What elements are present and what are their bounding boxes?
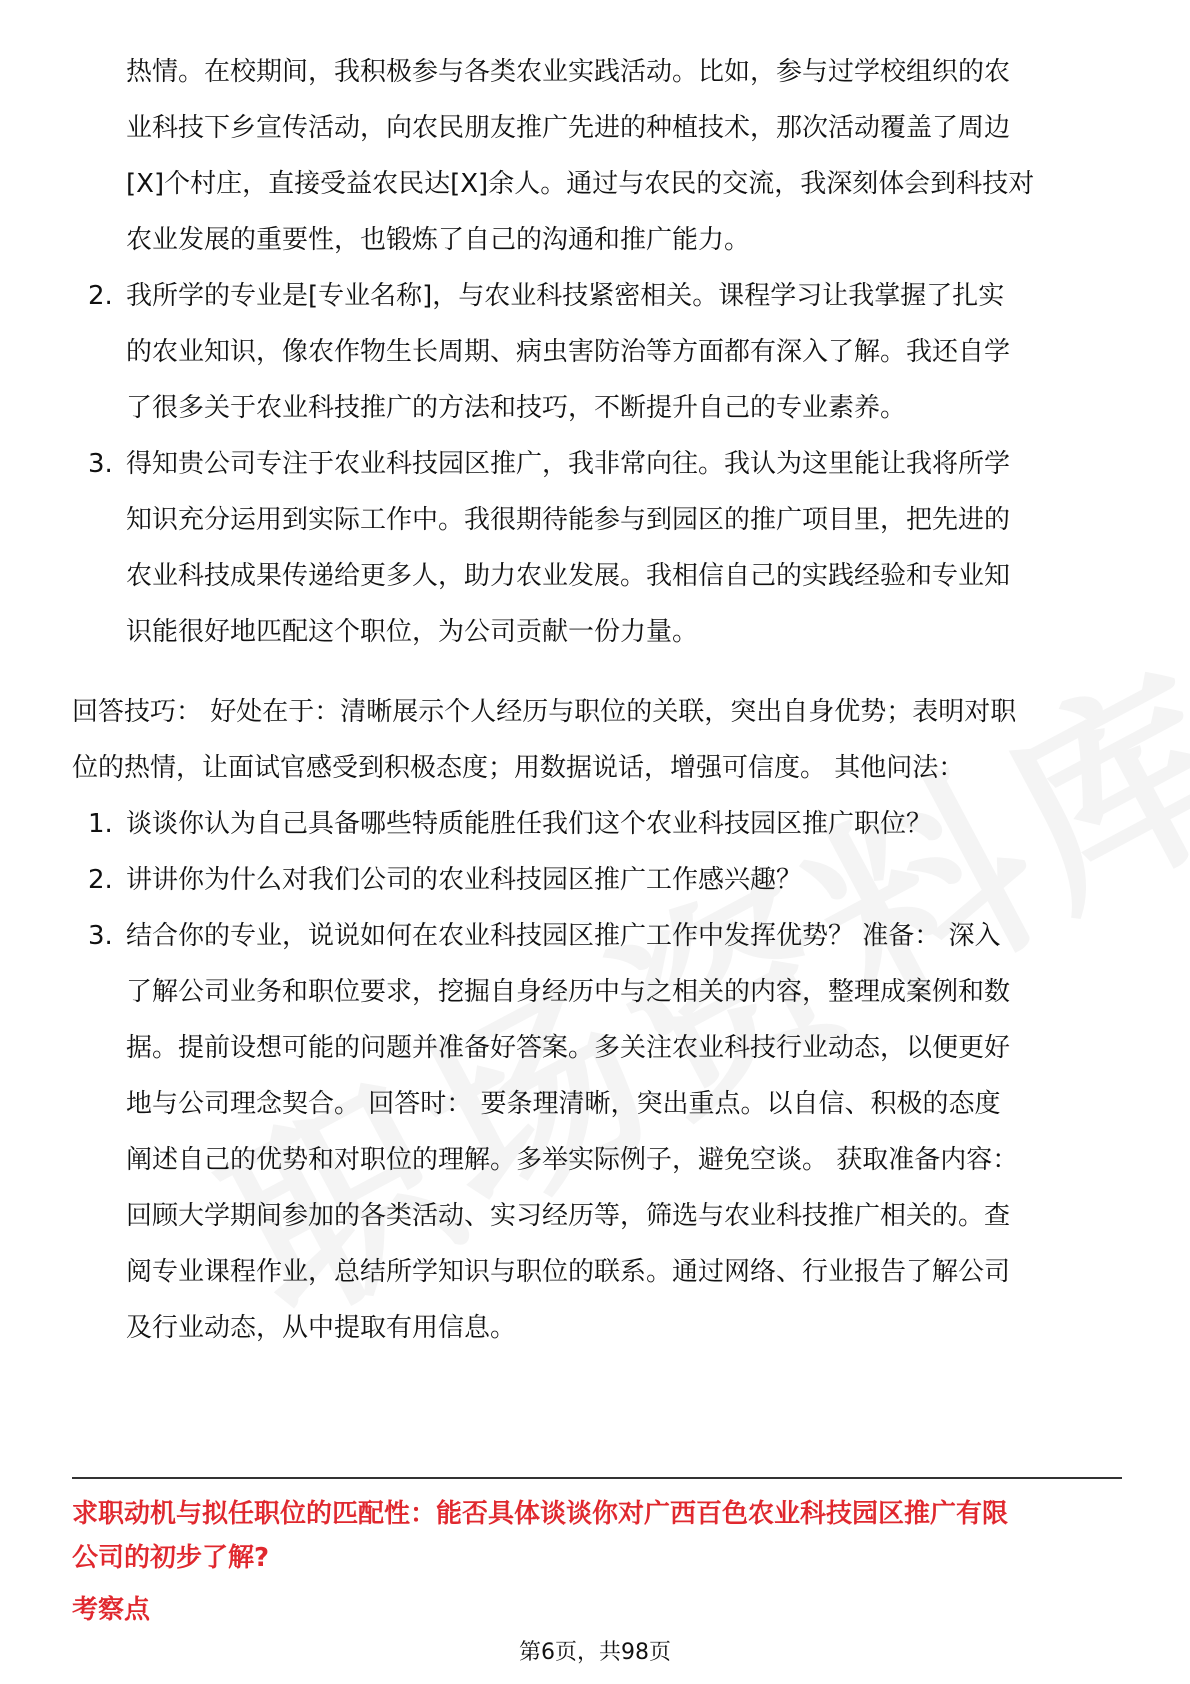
other-questions-list	[72, 796, 1122, 1356]
list-item	[72, 908, 1122, 1356]
paragraph-line: 知识充分运用到实际工作中。我很期待能参与到园区的推广项目里，把先进的	[126, 505, 1011, 535]
page-number-footer: 第6页，共98页	[519, 1640, 671, 1665]
paragraph-line: 位的热情，让面试官感受到积极态度；用数据说话，增强可信度。 其他问法：	[72, 753, 965, 783]
paragraph-line: [X]个村庄，直接受益农民达[X]余人。通过与农民的交流，我深刻体会到科技对	[126, 169, 1035, 199]
paragraph-line: 地与公司理念契合。 回答时： 要条理清晰，突出重点。以自信、积极的态度	[126, 1089, 1001, 1119]
paragraph-line: 得知贵公司专注于农业科技园区推广，我非常向往。我认为这里能让我将所学	[126, 449, 1011, 479]
heading-line: 求职动机与拟任职位的匹配性：能否具体谈谈你对广西百色农业科技园区推广有限	[72, 1499, 1009, 1529]
paragraph-line: 我所学的专业是[专业名称]，与农业科技紧密相关。课程学习让我掌握了扎实	[126, 281, 1005, 311]
answer-tips	[72, 684, 1122, 796]
paragraph-line: 回顾大学期间参加的各类活动、实习经历等，筛选与农业科技推广相关的。查	[126, 1201, 1011, 1231]
intro-paragraph	[72, 44, 1122, 268]
paragraph-line: 结合你的专业，说说如何在农业科技园区推广工作中发挥优势？ 准备： 深入	[126, 921, 1001, 951]
paragraph-line: 的农业知识，像农作物生长周期、病虫害防治等方面都有深入了解。我还自学	[126, 337, 1011, 367]
list-number: 2.	[88, 865, 113, 895]
heading-line: 公司的初步了解?	[72, 1543, 270, 1573]
list-item	[72, 436, 1122, 660]
paragraph-line: 农业科技成果传递给更多人，助力农业发展。我相信自己的实践经验和专业知	[126, 561, 1011, 591]
list-item	[72, 796, 1122, 852]
paragraph-line: 谈谈你认为自己具备哪些特质能胜任我们这个农业科技园区推广职位？	[126, 809, 933, 839]
section-label: 考察点	[72, 1595, 151, 1625]
paragraph-line: 回答技巧： 好处在于：清晰展示个人经历与职位的关联，突出自身优势；表明对职	[72, 697, 1017, 727]
paragraph-line: 讲讲你为什么对我们公司的农业科技园区推广工作感兴趣？	[126, 865, 803, 895]
list-number: 3.	[88, 921, 113, 951]
paragraph-line: 了解公司业务和职位要求，挖掘自身经历中与之相关的内容，整理成案例和数	[126, 977, 1011, 1007]
paragraph-line: 热情。在校期间，我积极参与各类农业实践活动。比如，参与过学校组织的农	[126, 57, 1011, 87]
paragraph-line: 阐述自己的优势和对职位的理解。多举实际例子，避免空谈。 获取准备内容：	[126, 1145, 1019, 1175]
list-number: 3.	[88, 449, 113, 479]
paragraph-line: 了很多关于农业科技推广的方法和技巧，不断提升自己的专业素养。	[126, 393, 907, 423]
section-divider	[72, 1477, 1122, 1479]
paragraph-line: 农业发展的重要性，也锻炼了自己的沟通和推广能力。	[126, 225, 751, 255]
paragraph-line: 阅专业课程作业，总结所学知识与职位的联系。通过网络、行业报告了解公司	[126, 1257, 1011, 1287]
paragraph-line: 识能很好地匹配这个职位，为公司贡献一份力量。	[126, 617, 699, 647]
list-item	[72, 268, 1122, 436]
paragraph-line: 据。提前设想可能的问题并准备好答案。多关注农业科技行业动态，以便更好	[126, 1033, 1011, 1063]
paragraph-line: 业科技下乡宣传活动，向农民朋友推广先进的种植技术，那次活动覆盖了周边	[126, 113, 1011, 143]
answer-list	[72, 268, 1122, 660]
list-number: 1.	[88, 809, 113, 839]
next-question-heading	[72, 1492, 1122, 1580]
list-number: 2.	[88, 281, 113, 311]
list-item	[72, 852, 1122, 908]
paragraph-line: 及行业动态，从中提取有用信息。	[126, 1313, 517, 1343]
main-content	[72, 44, 1122, 1356]
